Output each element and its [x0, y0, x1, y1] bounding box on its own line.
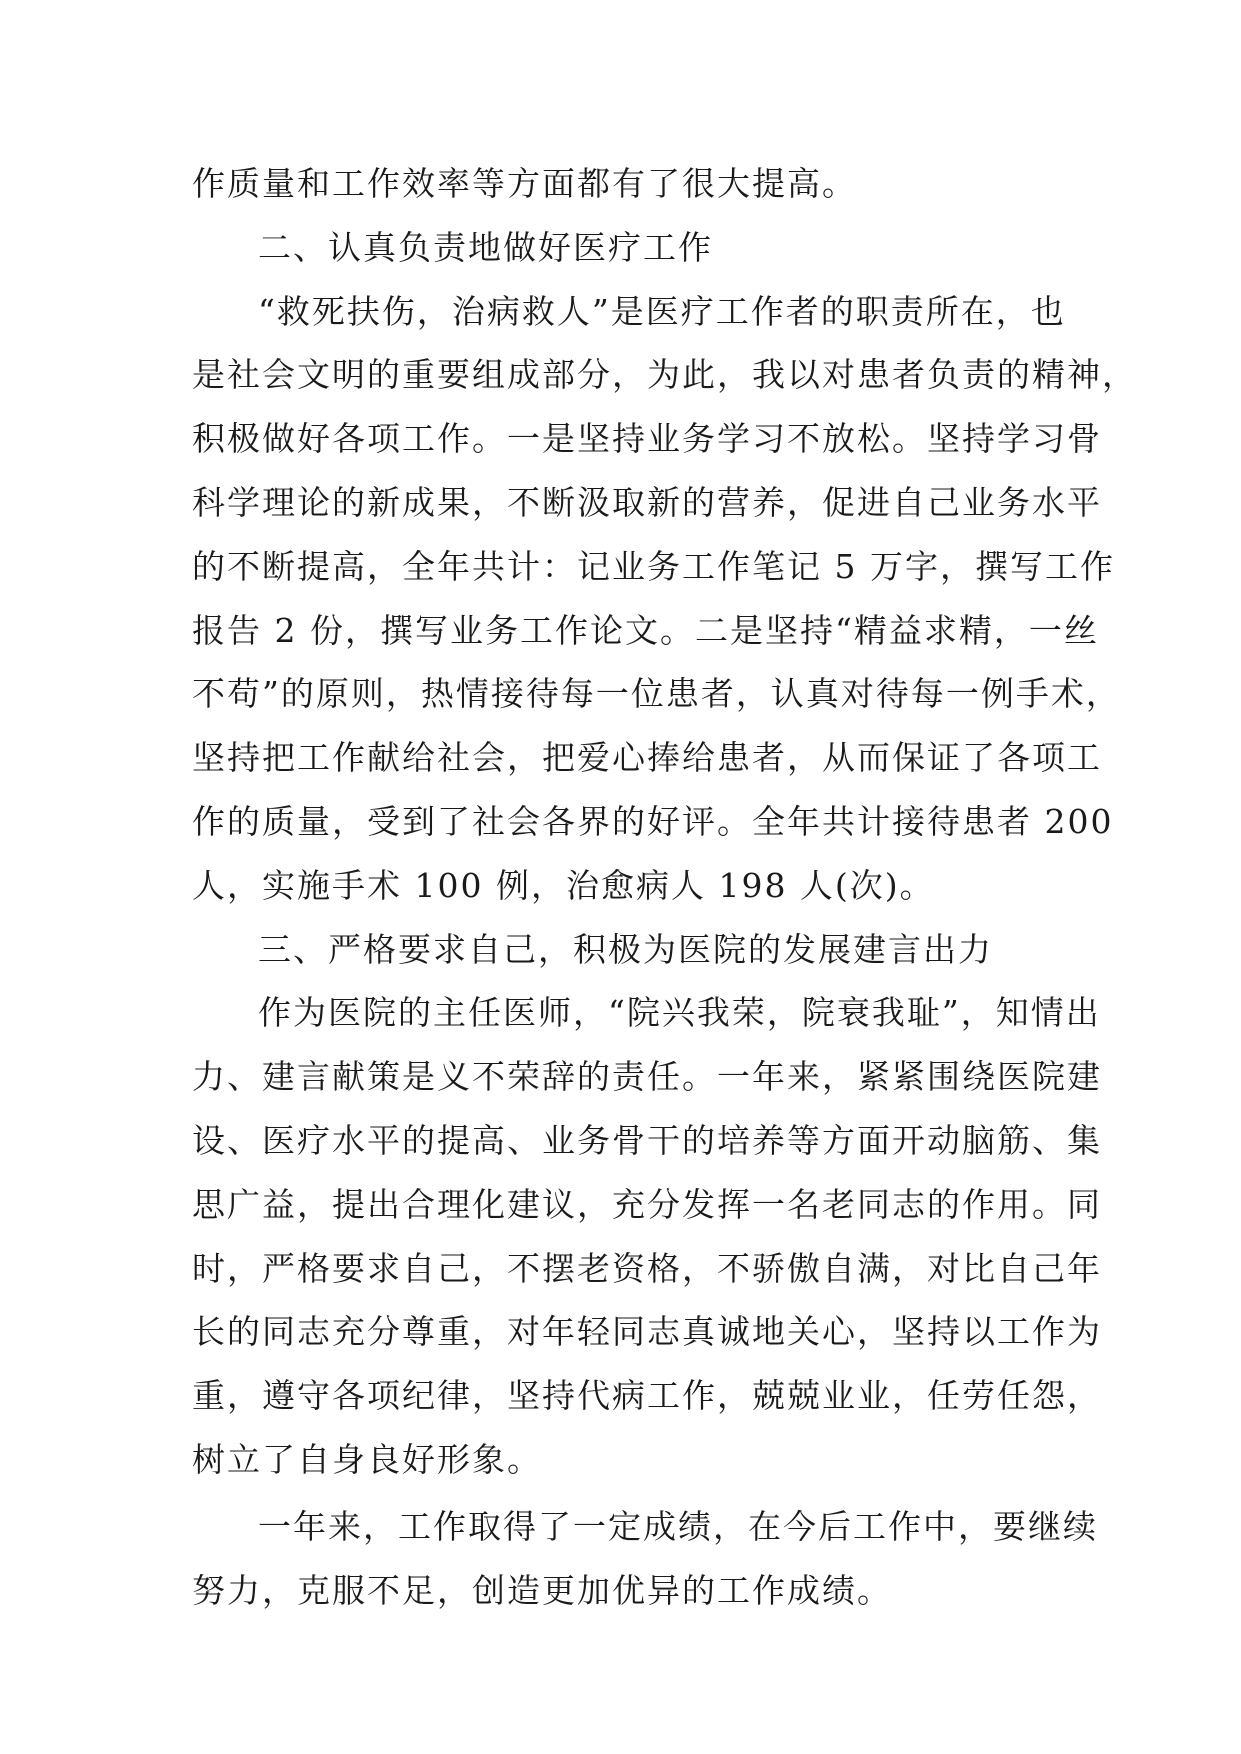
paragraph-line: 的不断提高，全年共计：记业务工作笔记 5 万字，撰写工作 [192, 546, 1115, 586]
paragraph-line: 作为医院的主任医师，“院兴我荣，院衰我耻”，知情出 [258, 993, 1101, 1033]
paragraph-line: 长的同志充分尊重，对年轻同志真诚地关心，坚持以工作为 [192, 1312, 1102, 1352]
paragraph-line: 不苟”的原则，热情接待每一位患者，认真对待每一例手术， [192, 674, 1121, 714]
paragraph-line: 时，严格要求自己，不摆老资格，不骄傲自满，对比自己年 [192, 1248, 1102, 1288]
paragraph-line: 设、医疗水平的提高、业务骨干的培养等方面开动脑筋、集 [192, 1120, 1102, 1160]
paragraph-line: 是社会文明的重要组成部分，为此，我以对患者负责的精神， [192, 355, 1137, 395]
section-heading: 三、严格要求自己，积极为医院的发展建言出力 [258, 929, 993, 969]
paragraph-line: 积极做好各项工作。一是坚持业务学习不放松。坚持学习骨 [192, 419, 1102, 459]
paragraph-line: 一年来，工作取得了一定成绩，在今后工作中，要继续 [258, 1506, 1098, 1546]
paragraph-line: 报告 2 份，撰写业务工作论文。二是坚持“精益求精，一丝 [192, 610, 1099, 650]
paragraph-line: 努力，克服不足，创造更加优异的工作成绩。 [192, 1570, 892, 1610]
paragraph-line: 力、建言献策是义不荣辞的责任。一年来，紧紧围绕医院建 [192, 1057, 1102, 1097]
paragraph-line: 科学理论的新成果，不断汲取新的营养，促进自己业务水平 [192, 482, 1102, 522]
paragraph-line: 树立了自身良好形象。 [192, 1439, 542, 1479]
document-body [192, 152, 1137, 1622]
paragraph-line: 坚持把工作献给社会，把爱心捧给患者，从而保证了各项工 [192, 738, 1102, 778]
paragraph-line: “救死扶伤，治病救人”是医疗工作者的职责所在，也 [258, 291, 1066, 331]
paragraph-line: 作质量和工作效率等方面都有了很大提高。 [192, 164, 857, 203]
paragraph-line: 重，遵守各项纪律，坚持代病工作，兢兢业业，任劳任怨， [192, 1376, 1102, 1416]
section-heading: 二、认真负责地做好医疗工作 [258, 227, 713, 267]
paragraph-line: 作的质量，受到了社会各界的好评。全年共计接待患者 200 [192, 801, 1114, 841]
paragraph-line: 人，实施手术 100 例，治愈病人 198 人(次)。 [192, 865, 935, 905]
paragraph-line: 思广益，提出合理化建议，充分发挥一名老同志的作用。同 [192, 1184, 1102, 1224]
